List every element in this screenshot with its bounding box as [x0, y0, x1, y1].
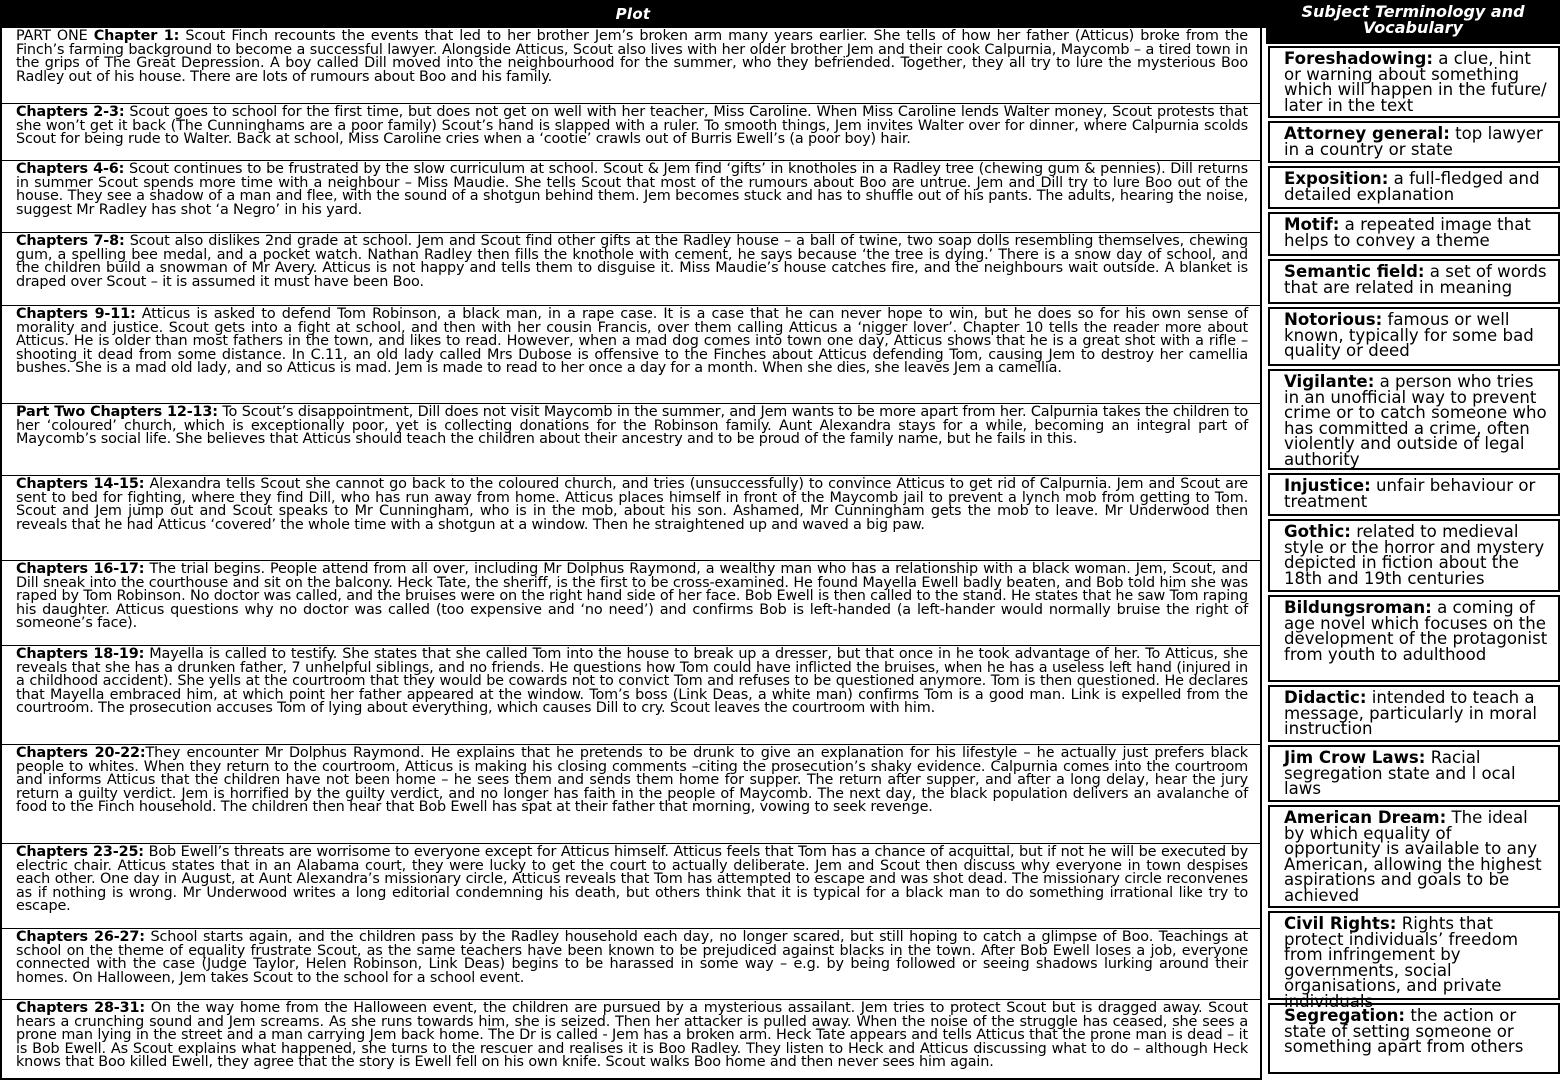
plot-row-text: The trial begins. People attend from all over, including Mr Dolphus Raymond, a wealthy man who has a relationship with a black woman. Jem, Scout, and Dill sneak into the courthouse and sit on the balcony. Heck Tate, the sheriff, is the first to be cross-examined. He found Mayella Ewell badly beaten, and Bob told him she was raped by Tom Robinson. No doctor was called, and the bruises were on the right hand side of her face. Bob Ewell is then called to the stand. He states that he saw Tom raping his daughter. Atticus questions why no doctor was called (too expensive and ‘no need’) and confirms Bob is left-handed (a left-hander would normally bruise the right of someone’s face).	[16, 561, 1248, 632]
plot-row-chapters-26-27	[2, 929, 1260, 1000]
vocab-definition: famous or well known, typically for some bad quality or deed	[1284, 310, 1534, 361]
plot-row-chapters-14-15	[2, 476, 1260, 561]
vocab-item-motif	[1268, 212, 1560, 256]
plot-row-text: Scout Finch recounts the events that led to her brother Jem’s broken arm many years earlier. She tells of how her father (Atticus) broke from the Finch’s farming background to become a successful lawyer. Alongside Atticus, Scout also lives with her older brother Jem and their cook Calpurnia, Maycomb – a tired town in the grips of The Great Depression. A boy called Dill moved into the neighbourhood for the summer, who they befriended. Together, they all try to lure the mysterious Boo Radley out of his house. There are lots of rumours about Boo and his family.	[16, 28, 1248, 85]
plot-row-chapters-9-11	[2, 306, 1260, 404]
vocab-term: Jim Crow Laws:	[1284, 748, 1426, 767]
plot-row-text: Mayella is called to testify. She states that she called Tom into the house to break up a dresser, but that once in he took advantage of her. To Atticus, she reveals that she has a drunken father, 7 unhelpful siblings, and no friends. He questions how Tom could have inflicted the bruises, when he has a useless left hand (injured in a childhood accident). She yells at the courtroom that they would be cowards not to convict Tom and refuses to be questioned anymore. Tom is then questioned. He declares that Mayella embraced him, at which point her father appeared at the window. Tom’s boss (Link Deas, a white man) confirms Tom is a good man. Link is expelled from the courtroom. The prosecution accuses Tom of lying about everything, which causes Dill to cry. Scout leaves the courtroom with him.	[16, 646, 1248, 717]
plot-row-text: Scout also dislikes 2nd grade at school. Jem and Scout find other gifts at the Radley house – a ball of twine, two soap dolls resembling themselves, chewing gum, a spelling bee medal, and a pocket watch. Nathan Radley then fills the knothole with cement, he says because ‘the tree is dying.’ There is a snow day of school, and the children build a snowman of Mr Avery. Atticus is not happy and tells them to disguise it. Miss Maudie’s house catches fire, and the neighbours wait outside. A blanket is draped over Scout – it is assumed it must have been Boo.	[16, 233, 1248, 290]
plot-row-label: Chapters 9-11:	[16, 306, 136, 322]
plot-row-chapters-2-3	[2, 104, 1260, 161]
plot-row-chapters-4-6	[2, 161, 1260, 233]
vocab-definition: top lawyer in a country or state	[1284, 124, 1543, 159]
plot-row-label: Chapters 20-22:	[16, 745, 146, 761]
vocab-list	[1266, 44, 1560, 1080]
vocab-term: American Dream:	[1284, 808, 1447, 827]
vocab-definition: related to medieval style or the horror and mystery depicted in fiction about the 18th and 19th centuries	[1284, 522, 1545, 588]
vocab-definition: a person who tries in an unofficial way to prevent crime or to catch someone who has committed a crime, often violently and outside of legal authority	[1284, 372, 1547, 469]
vocab-item-american-dream	[1268, 805, 1560, 908]
vocab-item-gothic	[1268, 519, 1560, 592]
vocab-definition: a set of words that are related in meaning	[1284, 262, 1547, 297]
vocab-term: Injustice:	[1284, 476, 1371, 495]
plot-row-text: They encounter Mr Dolphus Raymond. He explains that he pretends to be drunk to give an explanation for his lifestyle – he actually just prefers black people to whites. When they return to the courtroom, Atticus is making his closing comments –citing the prosecution’s shaky evidence. Calpurnia comes into the courtroom and informs Atticus that the children have not been home – he sees them and sends them home for supper. The return after supper, and after a long delay, hear the jury return a guilty verdict. Jem is horrified by the guilty verdict, and no longer has faith in the people of Maycomb. The next day, the black population delivers an avalanche of food to the Finch household. The children then hear that Bob Ewell has spat at their father that morning, vowing to seek revenge.	[16, 745, 1248, 816]
plot-row-label: Chapter 1:	[93, 28, 180, 44]
vocab-item-segregation	[1268, 1003, 1560, 1074]
vocab-definition: a full-fledged and detailed explanation	[1284, 169, 1540, 204]
vocab-term: Semantic field:	[1284, 262, 1425, 281]
vocab-term: Exposition:	[1284, 169, 1389, 188]
plot-row-text: Atticus is asked to defend Tom Robinson, a black man, in a rape case. It is a case that he can never hope to win, but he does so for his own sense of morality and justice. Scout gets into a fight at school, and then with her cousin Francis, over them calling Atticus a ‘nigger lover’. Chapter 10 tells the reader more about Atticus. He is older than most fathers in the town, and likes to read. However, when a mad dog comes into town one day, Atticus shows that he is a great shot with a rifle – shooting it dead from some distance. In C.11, an old lady called Mrs Dubose is offensive to the Finches about Atticus defending Tom, causing Jem to destroy her camellia bushes. She is a mad old lady, and so Atticus is mad. Jem is made to read to her once a day for a month. When she dies, she leaves Jem a camellia.	[16, 306, 1249, 377]
vocab-item-semantic-field	[1268, 259, 1560, 304]
plot-row-chapters-20-22	[2, 745, 1260, 844]
vocab-definition: a coming of age novel which focuses on the development of the protagonist from youth to adulthood	[1284, 598, 1548, 664]
plot-row-text: On the way home from the Halloween event, the children are pursued by a mysterious assailant. Jem tries to protect Scout but is dragged away. Scout hears a crunching sound and Jem screams. As she runs towards him, she is seized. Then her attacker is pulled away. When the noise of the struggle has ceased, she sees a prone man lying in the street and a man carrying Jem back home. The Dr is called - Jem has a broken arm. Heck Tate appears and tells Atticus that the prone man is dead – it is Bob Ewell. As Scout explains what happened, she turns to the rescuer and realises it is Boo Radley. They listen to Heck and Atticus discussing what to do – although Heck knows that Boo killed Ewell, they agree that the story is Ewell fell on his own knife. Scout walks Boo home and then never sees him again.	[16, 1000, 1248, 1071]
plot-row-text: Scout continues to be frustrated by the slow curriculum at school. Scout & Jem find ‘gifts’ in knotholes in a Radley tree (chewing gum & pennies). Dill returns in summer Scout spends more time with a neighbour – Miss Maudie. She tells Scout that most of the rumours about Boo are untrue. Jem and Dill try to lure Boo out of the house. They see a shadow of a man and flee, with the sound of a shotgun behind them. Jem becomes stuck and has to shuffle out of his pants. The adults, hearing the noise, suggest Mr Radley has shot ‘a Negro’ in his yard.	[16, 161, 1248, 218]
plot-row-text: Bob Ewell’s threats are worrisome to everyone except for Atticus himself. Atticus feels that Tom has a chance of acquittal, but if not he will be executed by electric chair. Atticus states that in an Alabama court, they were lucky to get the court to actually deliberate. Jem and Scout then discuss why everyone in town despises each other. One day in August, at Aunt Alexandra’s missionary circle, Atticus reveals that Tom has attempted to escape and was shot dead. The missionary circle reconvenes as if nothing is wrong. Mr Underwood writes a long editorial condemning his death, but others think that it is typical for a black man to do something irrational like try to escape.	[16, 844, 1248, 915]
plot-row-prefix: PART ONE	[16, 28, 94, 44]
plot-row-label: Chapters 18-19:	[16, 646, 145, 662]
vocab-item-notorious	[1268, 307, 1560, 366]
plot-row-label: Part Two Chapters 12-13:	[16, 404, 218, 420]
vocab-definition: the action or state of setting someone or something apart from others	[1284, 1006, 1524, 1057]
plot-row-label: Chapters 26-27:	[16, 929, 145, 945]
vocab-item-injustice	[1268, 473, 1560, 516]
vocab-definition: intended to teach a message, particularly in moral instruction	[1284, 688, 1538, 739]
plot-row-chapters-12-13	[2, 404, 1260, 476]
plot-row-text: To Scout’s disappointment, Dill does not visit Maycomb in the summer, and Jem wants to be more apart from her. Calpurnia takes the children to her ‘coloured’ church, which is exceptionally poor, yet is collecting donations for the Robinson family. Aunt Alexandra stays for a while, becoming an integral part of Maycomb’s social life. She believes that Atticus should teach the children about their ancestry and to be proud of the family name, but he fails in this.	[16, 404, 1249, 448]
vocab-term: Motif:	[1284, 215, 1340, 234]
vocab-term: Notorious:	[1284, 310, 1383, 329]
vocab-term: Gothic:	[1284, 522, 1351, 541]
vocab-definition: Racial segregation state and l ocal laws	[1284, 748, 1516, 799]
vocab-term: Segregation:	[1284, 1006, 1406, 1025]
plot-row-label: Chapters 23-25:	[16, 844, 144, 860]
vocab-definition: a repeated image that helps to convey a theme	[1284, 215, 1531, 250]
vocab-item-jim-crow-laws	[1268, 745, 1560, 802]
plot-row-label: Chapters 14-15:	[16, 476, 145, 492]
vocab-definition: Rights that protect individuals’ freedom from infringement by governments, social organisations, and private individuals	[1284, 914, 1519, 1011]
plot-row-label: Chapters 4-6:	[16, 161, 125, 177]
plot-row-chapters-23-25	[2, 844, 1260, 929]
vocab-item-vigilante	[1268, 369, 1560, 470]
vocab-item-civil-rights	[1268, 911, 1560, 1011]
plot-row-label: Chapters 7-8:	[16, 233, 125, 249]
plot-row-label: Chapters 16-17:	[16, 561, 145, 577]
vocab-column	[1266, 0, 1560, 1080]
vocab-item-bildungsroman	[1268, 595, 1560, 682]
vocab-item-foreshadowing	[1268, 46, 1560, 118]
plot-row-text: School starts again, and the children pass by the Radley household each day, no longer scared, but still hoping to catch a glimpse of Boo. Teachings at school on the theme of equality frustrate Scout, as the same teachers have been known to be prejudiced against blacks in the town. After Bob Ewell loses a job, everyone connected with the case (Judge Taylor, Helen Robinson, Link Deas) begins to be harassed in some way – e.g. by being followed or seeing shadows lurking around their homes. On Halloween, Jem takes Scout to the school for a school event.	[16, 929, 1248, 986]
plot-row-chapters-18-19	[2, 646, 1260, 745]
plot-row-chapters-28-31	[2, 1000, 1260, 1078]
plot-row-text: Alexandra tells Scout she cannot go back to the coloured church, and tries (unsuccessfully) to convince Atticus to get rid of Calpurnia. Jem and Scout are sent to bed for fighting, where they find Dill, who has run away from home. Atticus places himself in front of the Maycomb jail to prevent a lynch mob from getting to Tom. Scout and Jem jump out and Scout speaks to Mr Cunningham, who is in the mob, about his son. Ashamed, Mr Cunningham gets the mob to leave. Mr Underwood then reveals that he had Atticus ‘covered’ the whole time with a shotgun at a window. Then he straightened up and waved a big paw.	[16, 476, 1248, 533]
vocab-item-exposition	[1268, 166, 1560, 209]
plot-row-text: Scout goes to school for the first time, but does not get on well with her teacher, Miss Caroline. When Miss Caroline lends Walter money, Scout protests that she won’t get it back (The Cunninghams are a poor family) Scout’s hand is slapped with a ruler. To smooth things, Jem invites Walter over for dinner, where Calpurnia scolds Scout for being rude to Walter. Back at school, Miss Caroline cries when a ‘cootie’ crawls out of Burris Ewell’s (a poor boy) hair.	[16, 104, 1248, 148]
plot-row-chapters-16-17	[2, 561, 1260, 646]
plot-table	[0, 28, 1262, 1080]
plot-row-chapter-1	[2, 28, 1260, 104]
vocab-term: Bildungsroman:	[1284, 598, 1432, 617]
vocab-definition: unfair behaviour or treatment	[1284, 476, 1536, 511]
vocab-definition: a clue, hint or warning about something which will happen in the future/ later in the text	[1284, 49, 1547, 115]
plot-row-label: Chapters 2-3:	[16, 104, 125, 120]
plot-header: Plot	[0, 0, 1266, 28]
vocab-term: Attorney general:	[1284, 124, 1450, 143]
vocab-header: Subject Terminology and Vocabulary	[1266, 0, 1560, 44]
vocab-term: Civil Rights:	[1284, 914, 1397, 933]
plot-row-chapters-7-8	[2, 233, 1260, 306]
vocab-term: Vigilante:	[1284, 372, 1375, 391]
vocab-item-attorney-general	[1268, 121, 1560, 163]
vocab-definition: The ideal by which equality of opportunity is available to any American, allowing the highest aspirations and goals to be achieved	[1284, 808, 1542, 905]
vocab-term: Foreshadowing:	[1284, 49, 1434, 68]
vocab-term: Didactic:	[1284, 688, 1367, 707]
vocab-item-didactic	[1268, 685, 1560, 742]
plot-row-label: Chapters 28-31:	[16, 1000, 145, 1016]
